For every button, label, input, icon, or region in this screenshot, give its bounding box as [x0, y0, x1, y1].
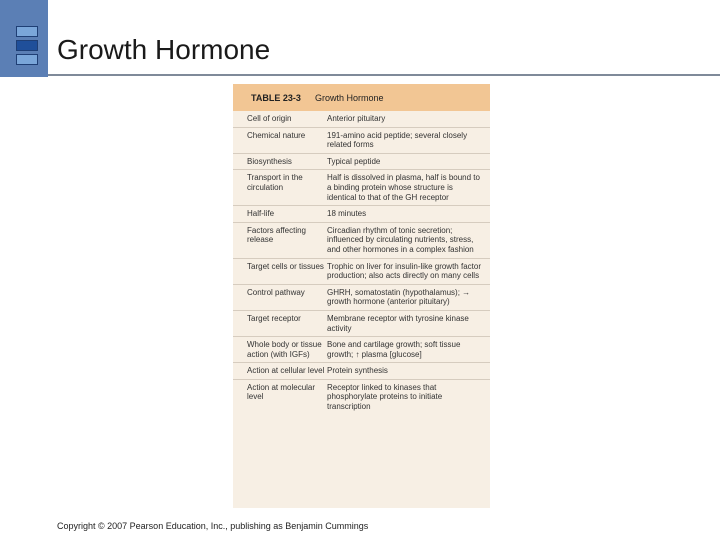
- table-number: TABLE 23-3: [251, 92, 301, 103]
- row-label: Half-life: [247, 209, 275, 219]
- header-divider: [48, 74, 720, 76]
- table-row: [233, 111, 490, 128]
- table-row: [233, 206, 490, 223]
- row-value: 18 minutes: [327, 209, 367, 219]
- row-value: Circadian rhythm of tonic secretion; influenced by circulating nutrients, stress, and other hormones in a complex fashion: [327, 225, 474, 254]
- row-label: Action at molecular level: [247, 382, 316, 402]
- slide-accent-bar: [0, 0, 48, 77]
- row-value: GHRH, somatostatin (hypothalamus); → growth hormone (anterior pituitary): [327, 287, 471, 307]
- row-label: Target receptor: [247, 313, 301, 323]
- table-row: [233, 259, 490, 285]
- row-label: Transport in the circulation: [247, 173, 303, 192]
- table-row: [233, 337, 490, 363]
- row-label: Cell of origin: [247, 114, 292, 123]
- copyright-notice: Copyright © 2007 Pearson Education, Inc., publishing as Benjamin Cummings: [57, 521, 369, 531]
- row-label: Whole body or tissue action (with IGFs): [247, 340, 322, 359]
- table-header: [233, 84, 490, 111]
- table-row: [233, 223, 490, 259]
- row-value: Receptor linked to kinases that phosphorylate proteins to initiate transcription: [327, 382, 443, 412]
- table-row: [233, 128, 490, 154]
- table-row: [233, 380, 490, 415]
- table-row: [233, 170, 490, 206]
- table-row: [233, 363, 490, 380]
- table-row: [233, 311, 490, 337]
- row-value: Bone and cartilage growth; soft tissue growth; ↑ plasma [glucose]: [327, 340, 461, 359]
- slide-title: Growth Hormone: [57, 34, 271, 65]
- table-row: [233, 154, 490, 171]
- row-value: Membrane receptor with tyrosine kinase activity: [327, 313, 469, 333]
- stacked-bars-logo-icon: [16, 26, 38, 66]
- row-label: Chemical nature: [247, 130, 306, 140]
- table-name: Growth Hormone: [315, 92, 384, 103]
- row-label: Target cells or tissues: [247, 261, 324, 271]
- row-value: Half is dissolved in plasma, half is bound to a binding protein whose structure is identical to that of the GH receptor: [327, 173, 480, 202]
- row-value: Protein synthesis: [327, 366, 388, 376]
- row-value: Anterior pituitary: [327, 114, 386, 123]
- row-value: Trophic on liver for insulin-like growth factor production; also acts directly on many cells: [327, 261, 481, 281]
- hormone-table: [233, 84, 490, 508]
- row-value: 191-amino acid peptide; several closely related forms: [327, 130, 468, 150]
- row-label: Control pathway: [247, 287, 305, 297]
- row-label: Biosynthesis: [247, 156, 292, 166]
- row-label: Action at cellular level: [247, 366, 325, 376]
- row-label: Factors affecting release: [247, 225, 306, 245]
- row-value: Typical peptide: [327, 156, 381, 166]
- table-row: [233, 285, 490, 311]
